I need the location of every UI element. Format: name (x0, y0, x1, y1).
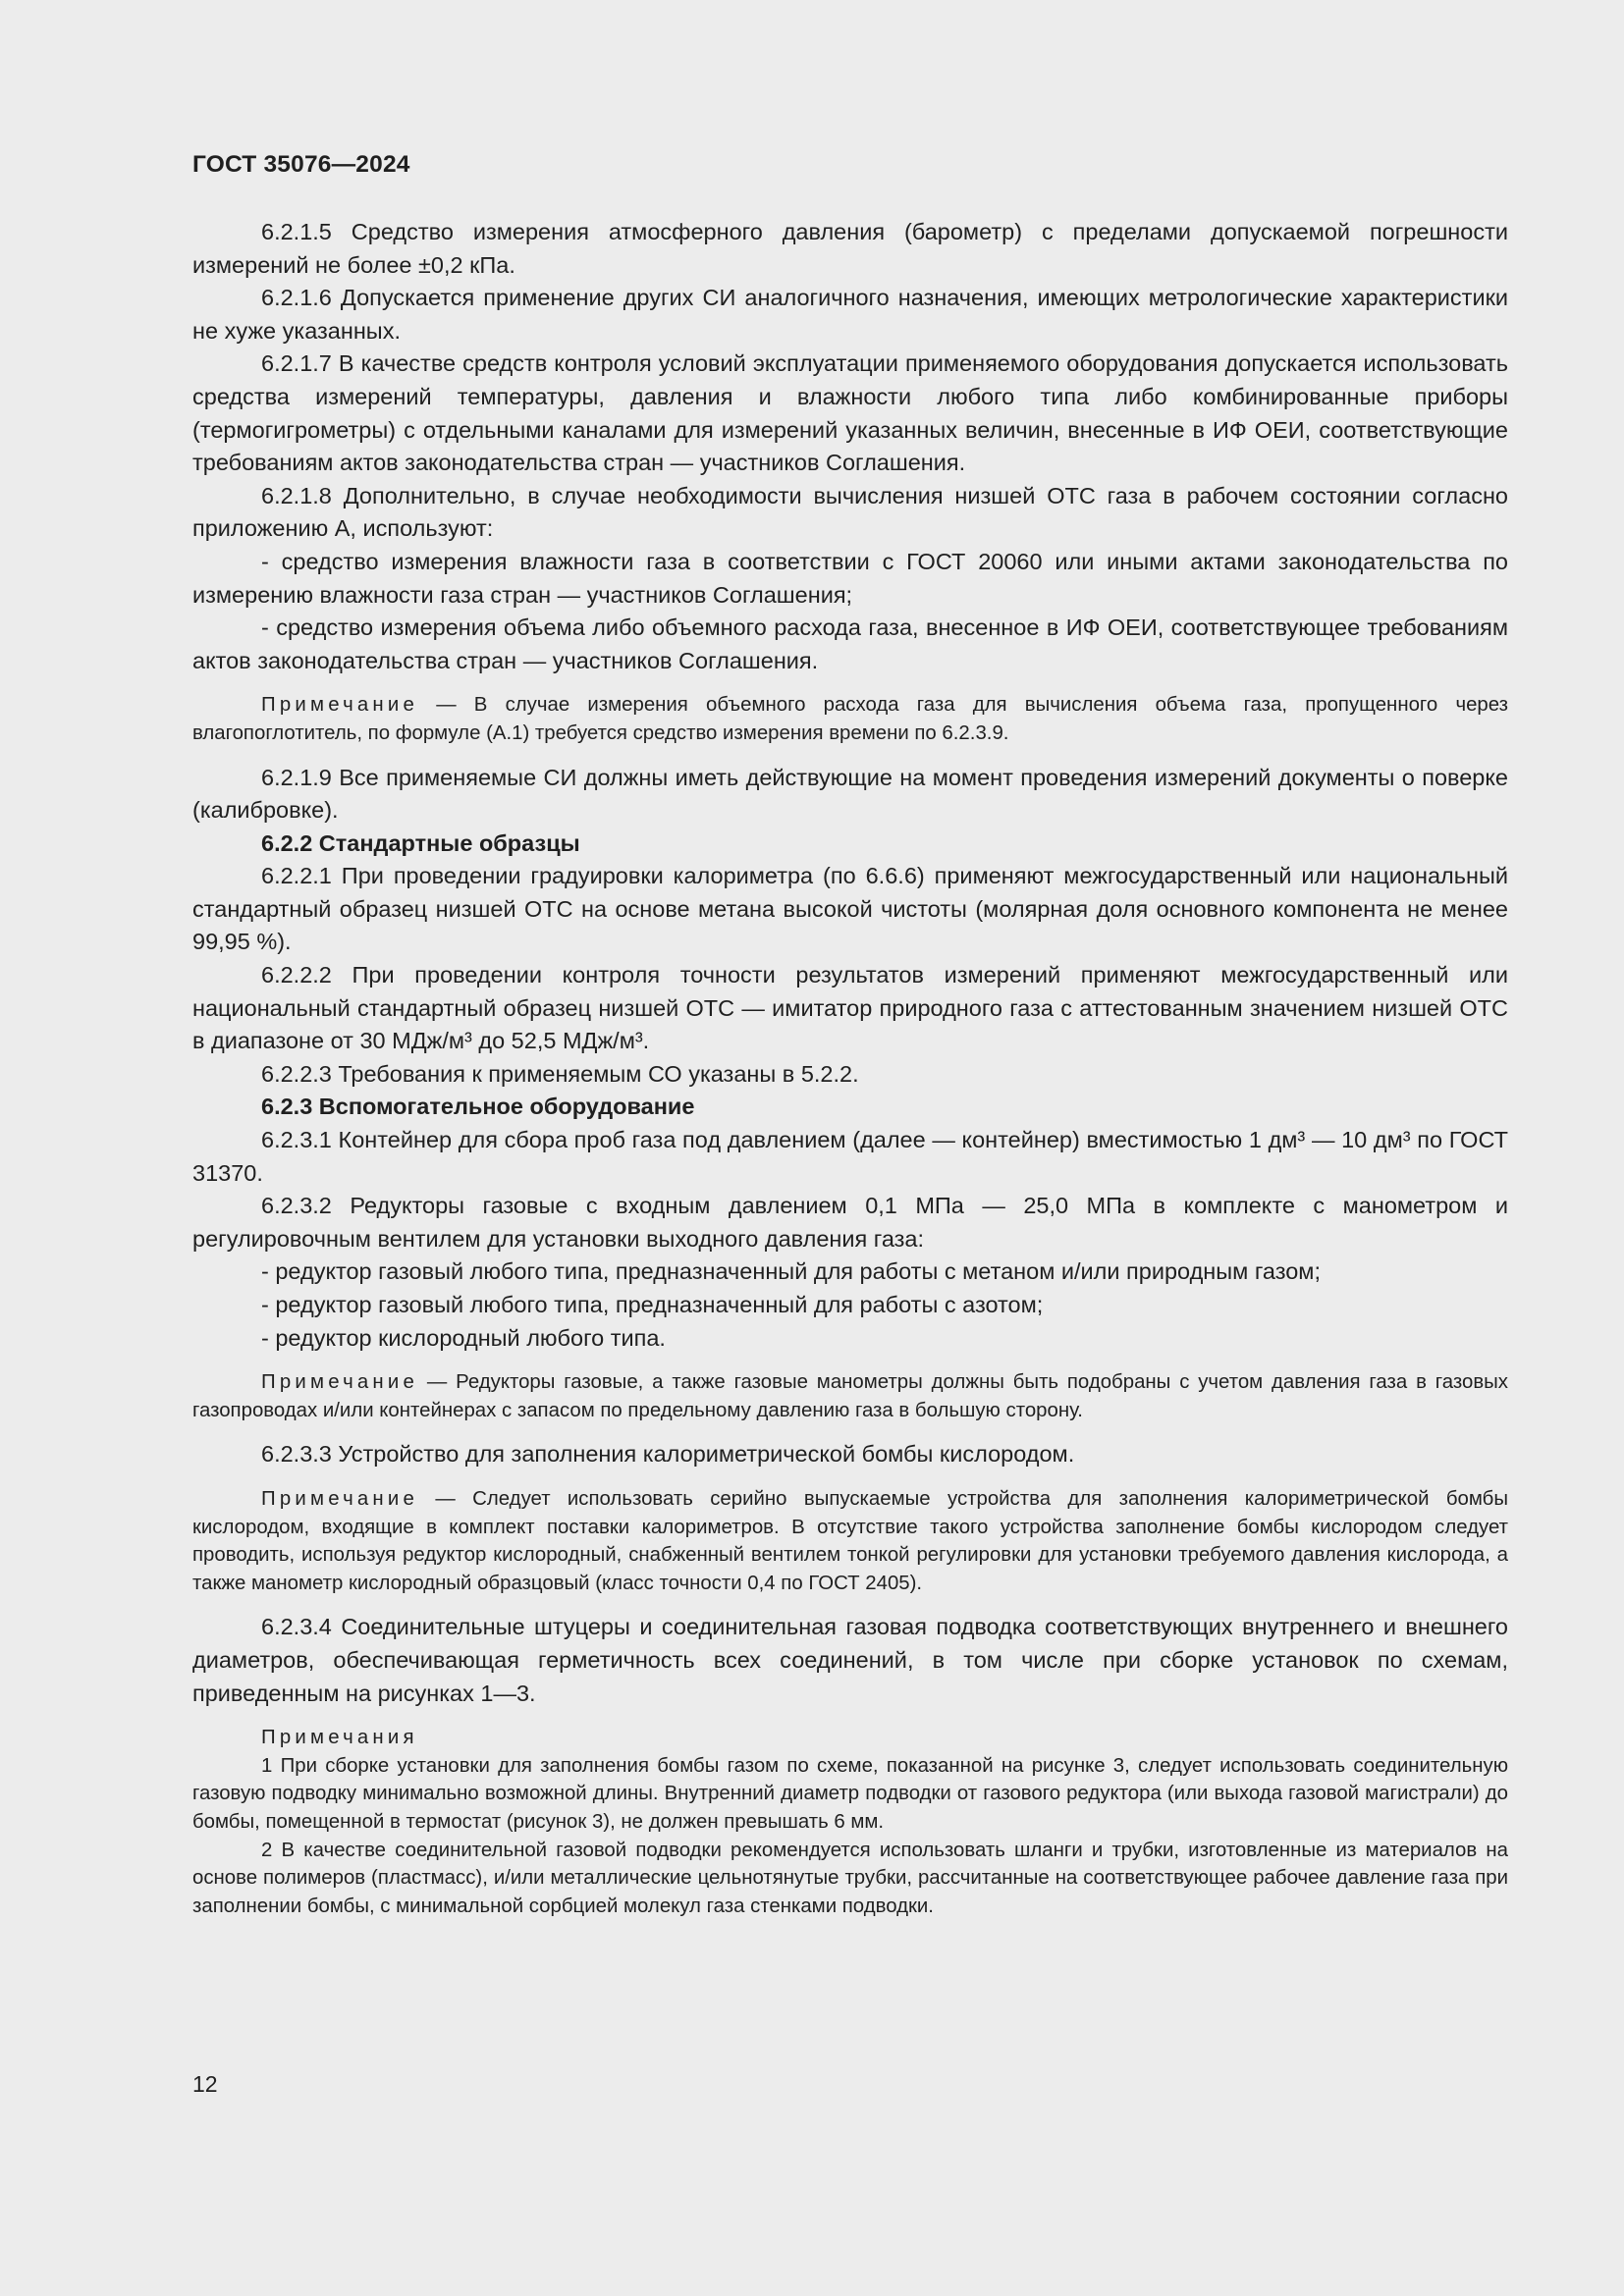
paragraph: 6.2.1.5 Средство измерения атмосферного давления (барометр) с пределами допускаемой погрешности измерений не более ±0,2 кПа. (192, 219, 1508, 278)
section-heading: 6.2.3 Вспомогательное оборудование (261, 1094, 695, 1120)
note-item: 2 В качестве соединительной газовой подводки рекомендуется использовать шланги и трубки, изготовленные из материалов на основе полимеров (пластмасс), и/или металлические цельнотянутые трубки, рассчитанные на соответствующее рабочее давление газа при заполнении бомбы, с минимальной сорбцией молекул газа стенками подводки. (192, 1839, 1508, 1917)
note-text: — Следует использовать серийно выпускаемые устройства для заполнения калориметрической бомбы кислородом, входящие в комплект поставки калориметров. В отсутствие такого устройства заполнение бомбы кислородом следует проводить, используя редуктор кислородный, снабженный вентилем тонкой регулировки для установки требуемого давления кислорода, а также манометр кислородный образцовый (класс точности 0,4 по ГОСТ 2405). (192, 1487, 1508, 1594)
note-label: Примечание (261, 1371, 419, 1394)
paragraph: 6.2.1.8 Дополнительно, в случае необходимости вычисления низшей ОТС газа в рабочем состоянии согласно приложению А, используют: (192, 482, 1508, 542)
document-body (192, 1438, 1508, 1471)
note (192, 691, 1508, 747)
list-item: - средство измерения объема либо объемного расхода газа, внесенное в ИФ ОЕИ, соответствующее требованиям актов законодательства стран — участников Соглашения. (192, 614, 1508, 673)
notes-block (192, 1724, 1508, 1920)
note (192, 1368, 1508, 1424)
document-body (192, 762, 1508, 1356)
paragraph: 6.2.1.9 Все применяемые СИ должны иметь действующие на момент проведения измерений документы о поверке (калибровке). (192, 764, 1508, 824)
note-item: 1 При сборке установки для заполнения бомбы газом по схеме, показанной на рисунке 3, следует использовать соединительную газовую подводку минимально возможной длины. Внутренний диаметр подводки от газового редуктора (или выхода газовой магистрали) до бомбы, помещенной в термостат (рисунок 3), не должен превышать 6 мм. (192, 1754, 1508, 1833)
paragraph: 6.2.2.2 При проведении контроля точности результатов измерений применяют межгосударственный или национальный стандартный образец низшей ОТС — имитатор природного газа с аттестованным значением низшей ОТС в диапазоне от 30 МДж/м³ до 52,5 МДж/м³. (192, 962, 1508, 1054)
note (192, 1485, 1508, 1597)
document-body (192, 216, 1508, 677)
note-text: — Редукторы газовые, а также газовые манометры должны быть подобраны с учетом давления газа в газовых газопроводах и/или контейнерах с запасом по предельному давлению газа в большую сторону. (192, 1371, 1508, 1421)
list-item: - редуктор кислородный любого типа. (261, 1324, 666, 1351)
paragraph: 6.2.2.3 Требования к применяемым СО указаны в 5.2.2. (261, 1060, 859, 1087)
notes-label: Примечания (261, 1727, 418, 1749)
paragraph: 6.2.1.7 В качестве средств контроля условий эксплуатации применяемого оборудования допускается использовать средства измерений температуры, давления и влажности любого типа либо комбинированные приборы (термогигрометры) с отдельными каналами для измерений указанных величин, внесенные в ИФ ОЕИ, соответствующие требованиям актов законодательства стран — участников Соглашения. (192, 350, 1508, 476)
note-text: — В случае измерения объемного расхода газа для вычисления объема газа, пропущенного через влагопоглотитель, по формуле (А.1) требуется средство измерения времени по 6.2.3.9. (192, 694, 1508, 744)
note-label: Примечание (261, 694, 419, 717)
paragraph: 6.2.3.3 Устройство для заполнения калориметрической бомбы кислородом. (261, 1441, 1075, 1468)
section-heading: 6.2.2 Стандартные образцы (261, 829, 580, 856)
paragraph: 6.2.3.1 Контейнер для сбора проб газа под давлением (далее — контейнер) вместимостью 1 дм³ — 10 дм³ по ГОСТ 31370. (192, 1127, 1508, 1186)
page-number: 12 (192, 2071, 218, 2097)
note-label: Примечание (261, 1487, 419, 1510)
paragraph: 6.2.3.2 Редукторы газовые с входным давлением 0,1 МПа — 25,0 МПа в комплекте с манометром и регулировочным вентилем для установки выходного давления газа: (192, 1193, 1508, 1252)
document-body (192, 1611, 1508, 1710)
paragraph: 6.2.2.1 При проведении градуировки калориметра (по 6.6.6) применяют межгосударственный или национальный стандартный образец низшей ОТС на основе метана высокой чистоты (молярная доля основного компонента не менее 99,95 %). (192, 863, 1508, 955)
list-item: - редуктор газовый любого типа, предназначенный для работы с азотом; (261, 1292, 1044, 1317)
paragraph: 6.2.3.4 Соединительные штуцеры и соединительная газовая подводка соответствующих внутреннего и внешнего диаметров, обеспечивающая герметичность всех соединений, в том числе при сборке установок по схемам, приведенным на рисунках 1—3. (192, 1614, 1508, 1706)
document-header: ГОСТ 35076—2024 (192, 151, 410, 178)
list-item: - редуктор газовый любого типа, предназначенный для работы с метаном и/или природным газом; (261, 1258, 1321, 1285)
paragraph: 6.2.1.6 Допускается применение других СИ аналогичного назначения, имеющих метрологические характеристики не хуже указанных. (192, 285, 1508, 344)
list-item: - средство измерения влажности газа в соответствии с ГОСТ 20060 или иными актами законодательства по измерению влажности газа стран — участников Соглашения; (192, 548, 1508, 608)
